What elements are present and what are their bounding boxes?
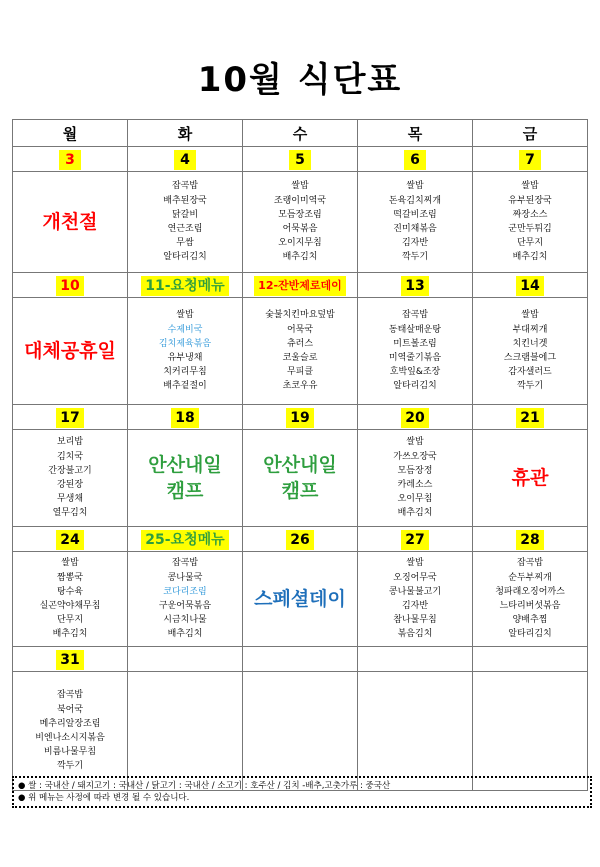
origin-note: ● 쌀 : 국내산 / 돼지고기 : 국내산 / 닭고기 : 국내산 / 소고기 : 호주산 / 김치 -배추,고춧가루 : 중국산 [18, 781, 391, 791]
date-label: 19 [286, 408, 313, 428]
date-cell [13, 647, 128, 672]
menu-item: 쌀밥 [291, 181, 309, 192]
menu-items [128, 179, 242, 264]
menu-cell [243, 298, 358, 405]
menu-item: 짜장소스 [512, 209, 548, 220]
menu-item: 잡곡밥 [171, 558, 199, 569]
date-cell [128, 147, 243, 172]
menu-cell [243, 672, 358, 791]
date-label: 11-요청메뉴 [141, 276, 228, 296]
menu-item: 잡곡밥 [171, 181, 199, 192]
menu-item: 감자샐러드 [508, 367, 552, 378]
menu-items [13, 688, 127, 773]
date-row [13, 647, 588, 672]
date-cell [358, 647, 473, 672]
menu-item: 배추김치 [397, 508, 433, 519]
menu-item: 깍두기 [56, 761, 84, 772]
menu-item: 알타리김치 [393, 381, 437, 392]
menu-cell [473, 298, 588, 405]
menu-items [473, 179, 587, 264]
menu-items [128, 308, 242, 393]
menu-item: 미역줄기볶음 [388, 353, 442, 363]
menu-item: 느타리버섯볶음 [499, 601, 561, 611]
day-event-label: 대체공휴일 [24, 340, 116, 362]
date-cell [473, 273, 588, 298]
menu-item: 쌀밥 [176, 310, 194, 321]
menu-item: 어묵볶음 [282, 224, 318, 234]
menu-cell [13, 552, 128, 647]
menu-item: 쌀밥 [406, 558, 424, 569]
date-cell [243, 147, 358, 172]
date-label: 7 [519, 150, 541, 170]
menu-items [473, 556, 587, 641]
weekday-tue: 화 [128, 120, 243, 147]
menu-item: 김치제육볶음 [158, 338, 212, 349]
date-label: 18 [171, 408, 198, 428]
date-label: 31 [56, 650, 83, 670]
menu-item: 배추김치 [52, 629, 88, 640]
menu-cell [473, 430, 588, 527]
menu-item: 쌀밥 [61, 558, 79, 569]
menu-cell [243, 430, 358, 527]
menu-item: 카레소스 [397, 480, 433, 490]
date-label: 20 [401, 408, 428, 428]
date-cell [358, 405, 473, 430]
date-cell [473, 647, 588, 672]
menu-cell [473, 172, 588, 273]
date-cell [13, 527, 128, 552]
menu-item: 배추겉절이 [163, 381, 207, 392]
menu-item: 배추김치 [167, 629, 203, 640]
menu-item: 조랭이미역국 [273, 195, 327, 206]
date-label: 13 [401, 276, 428, 296]
menu-cell [128, 672, 243, 791]
menu-item: 잡곡밥 [516, 558, 544, 569]
menu-items [358, 556, 472, 641]
menu-item: 실곤약야채무침 [39, 601, 101, 611]
date-cell [13, 147, 128, 172]
menu-items [13, 556, 127, 641]
menu-item: 부대찌개 [512, 324, 548, 335]
date-label: 5 [289, 150, 311, 170]
menu-item: 어묵국 [286, 324, 314, 335]
date-label: 21 [516, 408, 543, 428]
menu-item: 유부된장국 [508, 195, 552, 206]
menu-item: 무생채 [56, 494, 84, 505]
menu-item: 군만두튀김 [508, 224, 552, 234]
menu-item: 깍두기 [516, 381, 544, 392]
date-label: 3 [59, 150, 81, 170]
date-label: 12-잔반제로데이 [254, 276, 346, 296]
date-cell [13, 405, 128, 430]
menu-item: 양배추찜 [512, 615, 548, 626]
date-label: 6 [404, 150, 426, 170]
menu-row [13, 430, 588, 527]
menu-item: 동태살매운탕 [388, 324, 442, 335]
date-row [13, 405, 588, 430]
menu-cell [358, 172, 473, 273]
date-label: 24 [56, 530, 83, 550]
weekday-wed: 수 [243, 120, 358, 147]
menu-item: 단무지 [56, 615, 84, 626]
menu-item: 청파래오징어까스 [495, 586, 565, 597]
menu-cell [243, 172, 358, 273]
menu-row [13, 672, 588, 791]
page-title: 10월 식단표 [197, 60, 403, 100]
date-label: 26 [286, 530, 313, 550]
menu-item: 탕수육 [56, 586, 84, 597]
date-label: 25-요청메뉴 [141, 530, 228, 550]
menu-items [358, 308, 472, 393]
menu-cell [473, 552, 588, 647]
menu-cell [128, 172, 243, 273]
menu-item: 참나물무침 [393, 615, 437, 626]
date-row [13, 147, 588, 172]
day-event-label: 개천절 [42, 211, 98, 233]
menu-item: 초코우유 [282, 381, 318, 392]
menu-item: 구운어묵볶음 [158, 601, 212, 611]
menu-item: 순두부찌개 [508, 572, 552, 583]
menu-item: 츄러스 [286, 338, 314, 349]
date-cell [473, 405, 588, 430]
menu-item: 쌀밥 [406, 437, 424, 448]
menu-cell [358, 552, 473, 647]
menu-item: 배추된장국 [163, 195, 207, 206]
menu-item: 스크램블에그 [503, 353, 557, 363]
menu-item: 시금치나물 [163, 615, 207, 626]
menu-item: 볶음김치 [397, 629, 433, 640]
change-note: ● 위 메뉴는 사정에 따라 변경 될 수 있습니다. [18, 793, 190, 803]
date-cell [243, 273, 358, 298]
menu-item: 치커리무침 [163, 367, 207, 378]
menu-item: 쌀밥 [406, 181, 424, 192]
weekday-mon: 월 [13, 120, 128, 147]
menu-item: 무쌈 [176, 238, 194, 249]
menu-item: 북어국 [56, 704, 84, 715]
menu-item: 짬뽕국 [56, 572, 84, 583]
menu-item: 숯불치킨마요덮밥 [265, 310, 335, 321]
menu-items [13, 435, 127, 520]
menu-item: 잡곡밥 [401, 310, 429, 321]
date-cell [128, 405, 243, 430]
date-row [13, 273, 588, 298]
menu-cell [358, 298, 473, 405]
date-label: 28 [516, 530, 543, 550]
menu-item: 떡갈비조림 [393, 209, 437, 220]
menu-item: 콩나물불고기 [388, 586, 442, 597]
menu-row [13, 298, 588, 405]
menu-cell [358, 430, 473, 527]
menu-item: 비름나물무침 [43, 747, 97, 758]
menu-cell [13, 298, 128, 405]
menu-item: 쌀밥 [521, 181, 539, 192]
menu-item: 비엔나소시지볶음 [35, 733, 105, 743]
menu-item: 유부냉채 [167, 353, 203, 363]
menu-item: 오이지무침 [278, 238, 322, 249]
menu-item: 열무김치 [52, 508, 88, 519]
menu-items [358, 179, 472, 264]
weekday-fri: 금 [473, 120, 588, 147]
menu-item: 돈육김치찌개 [388, 195, 442, 206]
menu-item: 코울슬로 [282, 353, 318, 363]
menu-item: 모듬장정 [397, 465, 433, 476]
menu-item: 닭갈비 [171, 209, 199, 220]
menu-item: 단무지 [516, 238, 544, 249]
menu-item: 모듬장조림 [278, 209, 322, 220]
date-cell [358, 147, 473, 172]
menu-cell [13, 430, 128, 527]
menu-item: 강된장 [56, 480, 84, 490]
menu-item: 호박잎&조장 [389, 367, 441, 378]
menu-table [12, 119, 588, 791]
menu-item: 연근조림 [167, 224, 203, 234]
menu-item: 진미채볶음 [393, 224, 437, 234]
menu-items [473, 308, 587, 393]
menu-item: 알타리김치 [508, 629, 552, 640]
date-label: 14 [516, 276, 543, 296]
menu-item: 쌀밥 [521, 310, 539, 321]
day-event-label: 안산내일 캠프 [263, 454, 337, 502]
menu-items [128, 556, 242, 641]
date-cell [128, 273, 243, 298]
date-label: 4 [174, 150, 196, 170]
menu-items [243, 308, 357, 393]
date-cell [358, 273, 473, 298]
date-label: 17 [56, 408, 83, 428]
menu-item: 코다리조림 [163, 586, 207, 597]
date-cell [243, 405, 358, 430]
menu-cell [13, 172, 128, 273]
menu-item: 배추김치 [512, 252, 548, 263]
menu-item: 김자반 [401, 238, 429, 249]
menu-item: 잡곡밥 [56, 690, 84, 701]
date-cell [243, 647, 358, 672]
menu-item: 간장불고기 [48, 465, 92, 476]
menu-cell [473, 672, 588, 791]
menu-cell [243, 552, 358, 647]
day-event-label: 스페셜데이 [254, 588, 346, 610]
menu-item: 오이무침 [397, 494, 433, 505]
menu-cell [358, 672, 473, 791]
menu-item: 치킨너겟 [512, 338, 548, 349]
day-event-label: 안산내일 캠프 [148, 454, 222, 502]
notes-box [12, 776, 592, 808]
date-cell [128, 527, 243, 552]
menu-row [13, 172, 588, 273]
day-event-label: 휴관 [511, 467, 549, 489]
menu-item: 김치국 [56, 451, 84, 462]
menu-cell [128, 552, 243, 647]
date-cell [473, 147, 588, 172]
menu-item: 알타리김치 [163, 252, 207, 263]
menu-item: 무피클 [286, 367, 314, 378]
menu-item: 오징어무국 [393, 572, 437, 583]
menu-items [243, 179, 357, 264]
date-row [13, 527, 588, 552]
weekday-thu: 목 [358, 120, 473, 147]
menu-cell [128, 298, 243, 405]
weeks-body [13, 147, 588, 791]
menu-item: 김자반 [401, 601, 429, 611]
menu-row [13, 552, 588, 647]
menu-item: 가쓰오장국 [393, 451, 437, 462]
date-cell [358, 527, 473, 552]
menu-item: 미트볼조림 [393, 338, 437, 349]
menu-item: 깍두기 [401, 252, 429, 263]
menu-cell [13, 672, 128, 791]
date-cell [13, 273, 128, 298]
menu-item: 보리밥 [56, 437, 84, 448]
date-cell [243, 527, 358, 552]
date-label: 10 [56, 276, 83, 296]
date-cell [128, 647, 243, 672]
menu-cell [128, 430, 243, 527]
date-cell [473, 527, 588, 552]
menu-item: 수제비국 [167, 324, 203, 335]
weekday-header-row [13, 120, 588, 147]
menu-item: 콩나물국 [167, 572, 203, 583]
menu-item: 배추김치 [282, 252, 318, 263]
menu-item: 메추리알장조림 [39, 718, 101, 729]
menu-items [358, 435, 472, 520]
date-label: 27 [401, 530, 428, 550]
